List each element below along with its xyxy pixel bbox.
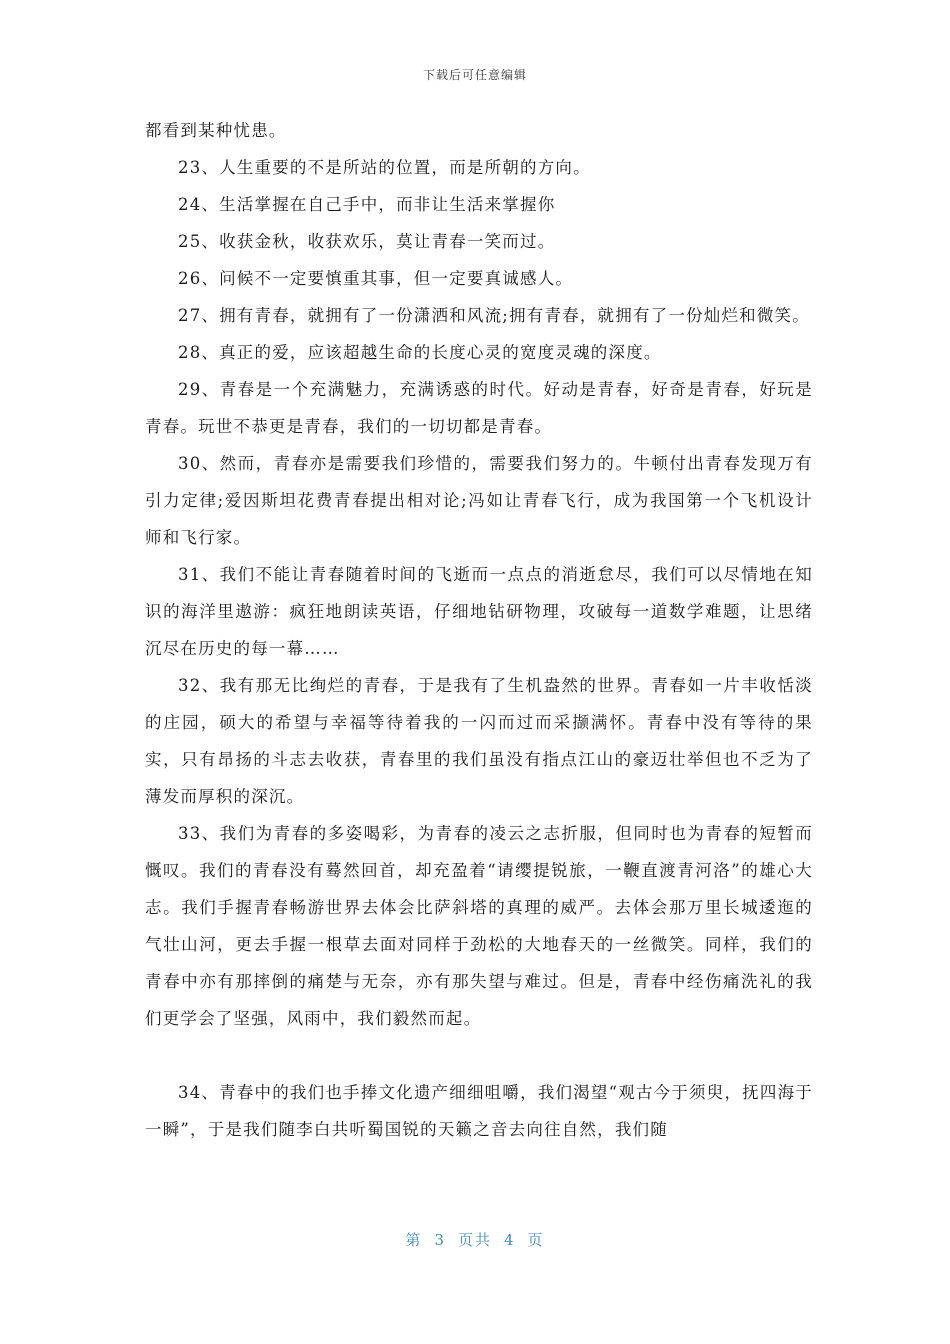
page-header: 下载后可任意编辑 bbox=[422, 68, 527, 82]
footer-suffix: 页 bbox=[527, 1231, 545, 1249]
paragraph-continuation: 都看到某种忧患。 bbox=[145, 121, 287, 140]
paragraph-25: 25、收获金秋，收获欢乐，莫让青春一笑而过。 bbox=[178, 232, 556, 251]
page-footer bbox=[0, 1229, 950, 1250]
paragraph-23: 23、人生重要的不是所站的位置，而是所朝的方向。 bbox=[178, 158, 591, 177]
paragraph-29: 29、青春是一个充满魅力，充满诱惑的时代。好动是青春，好奇是青春，好玩是青春。玩世不恭更是青春，我们的一切切都是青春。 bbox=[145, 380, 813, 436]
paragraph-28: 28、真正的爱，应该超越生命的长度心灵的宽度灵魂的深度。 bbox=[178, 343, 662, 362]
footer-total-pages: 4 bbox=[504, 1231, 516, 1249]
paragraph-33: 33、我们为青春的多姿喝彩，为青春的凌云之志折服，但同时也为青春的短暂而慨叹。我们的青春没有蓦然回首，却充盈着“请缨提锐旅，一鞭直渡青河洛”的雄心大志。我们手握青春畅游世界去体会比萨斜塔的真理的威严。去体会那万里长城逶迤的气壮山河，更去手握一根草去面对同样于劲松的大地春天的一丝微笑。同样，我们的青春中亦有那摔倒的痛楚与无奈，亦有那失望与难过。但是，青春中经伤痛洗礼的我们更学会了坚强，风雨中，我们毅然而起。 bbox=[145, 824, 813, 1028]
footer-middle: 页共 bbox=[457, 1231, 492, 1249]
footer-current-page: 3 bbox=[434, 1231, 446, 1249]
paragraph-32: 32、我有那无比绚烂的青春，于是我有了生机盎然的世界。青春如一片丰收恬淡的庄园，硕大的希望与幸福等待着我的一闪而过而采撷满怀。青春中没有等待的果实，只有昂扬的斗志去收获，青春里的我们虽没有指点江山的豪迈壮举但也不乏为了薄发而厚积的深沉。 bbox=[145, 676, 813, 806]
paragraph-30: 30、然而，青春亦是需要我们珍惜的，需要我们努力的。牛顿付出青春发现万有引力定律;爱因斯坦花费青春提出相对论;冯如让青春飞行，成为我国第一个飞机设计师和飞行家。 bbox=[145, 454, 813, 547]
paragraph-34: 34、青春中的我们也手捧文化遗产细细咀嚼，我们渴望“观古今于须臾，抚四海于一瞬”，于是我们随李白共听蜀国锐的天籁之音去向往自然，我们随 bbox=[145, 1083, 813, 1139]
paragraph-24: 24、生活掌握在自己手中，而非让生活来掌握你 bbox=[178, 195, 556, 214]
paragraph-26: 26、问候不一定要慎重其事，但一定要真诚感人。 bbox=[178, 269, 574, 288]
paragraph-31: 31、我们不能让青春随着时间的飞逝而一点点的消逝怠尽，我们可以尽情地在知识的海洋里遨游：疯狂地朗读英语，仔细地钻研物理，攻破每一道数学难题，让思绪沉尽在历史的每一幕…… bbox=[145, 565, 813, 658]
paragraph-27: 27、拥有青春，就拥有了一份潇洒和风流;拥有青春，就拥有了一份灿烂和微笑。 bbox=[178, 306, 810, 325]
document-body bbox=[145, 112, 813, 1148]
footer-prefix: 第 bbox=[405, 1231, 423, 1249]
